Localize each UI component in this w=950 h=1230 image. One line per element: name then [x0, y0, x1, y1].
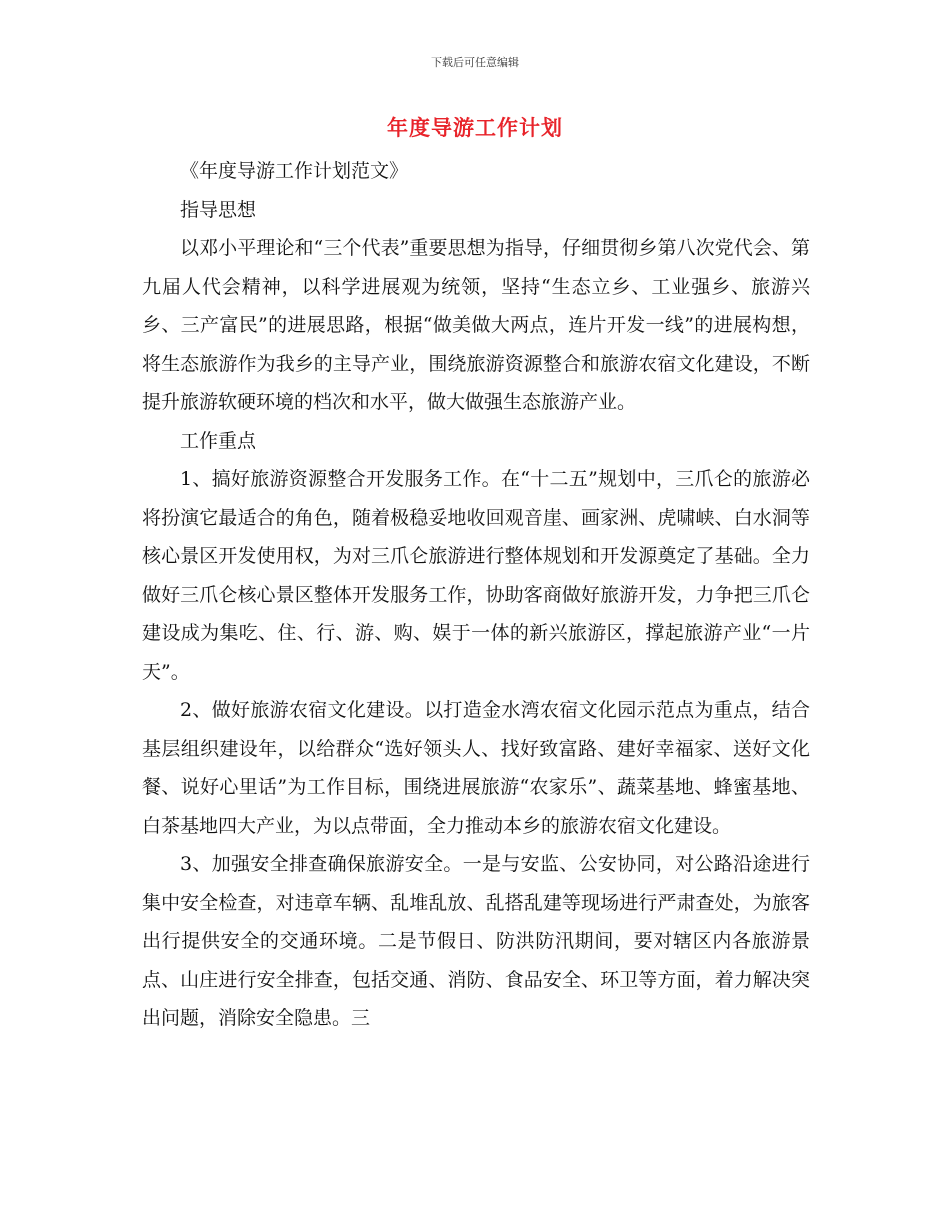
paragraph-item-3: 3、加强安全排查确保旅游安全。一是与安监、公安协同，对公路沿途进行集中安全检查，对违章车辆、乱堆乱放、乱搭乱建等现场进行严肃查处，为旅客出行提供安全的交通环境。二是节假日、防洪防汛期间，要对辖区内各旅游景点、山庄进行安全排查，包括交通、消防、食品安全、环卫等方面，着力解决突出问题，消除安全隐患。三 [142, 853, 810, 1029]
section-heading-work-focus: 工作重点 [180, 429, 257, 452]
paragraph-item-1: 1、搞好旅游资源整合开发服务工作。在“十二五”规划中，三爪仑的旅游必将扮演它最适合的角色，随着极稳妥地收回观音崖、画家洲、虎啸峡、白水洞等核心景区开发使用权，为对三爪仑旅游进行整体规划和开发源奠定了基础。全力做好三爪仑核心景区整体开发服务工作，协助客商做好旅游开发，力争把三爪仑建设成为集吃、住、行、游、购、娱于一体的新兴旅游区，撑起旅游产业“一片天”。 [142, 468, 810, 683]
document-title: 年度导游工作计划 [387, 116, 563, 140]
paragraph-guiding-ideology: 以邓小平理论和“三个代表”重要思想为指导，仔细贯彻乡第八次党代会、第九届人代会精神，以科学进展观为统领，坚持“生态立乡、工业强乡、旅游兴乡、三产富民”的进展思路，根据“做美做大两点，连片开发一线”的进展构想，将生态旅游作为我乡的主导产业，围绕旅游资源整合和旅游农宿文化建设，不断提升旅游软硬环境的档次和水平，做大做强生态旅游产业。 [142, 237, 810, 413]
section-heading-guiding-ideology: 指导思想 [180, 198, 257, 221]
document-body [142, 152, 810, 1038]
paragraph-item-2: 2、做好旅游农宿文化建设。以打造金水湾农宿文化园示范点为重点，结合基层组织建设年，以给群众“选好领头人、找好致富路、建好幸福家、送好文化餐、说好心里话”为工作目标，围绕进展旅游“农家乐”、蔬菜基地、蜂蜜基地、白茶基地四大产业，为以点带面，全力推动本乡的旅游农宿文化建设。 [142, 699, 810, 837]
paragraph-subtitle: 《年度导游工作计划范文》 [180, 160, 409, 182]
page-header-note: 下载后可任意编辑 [431, 56, 519, 69]
